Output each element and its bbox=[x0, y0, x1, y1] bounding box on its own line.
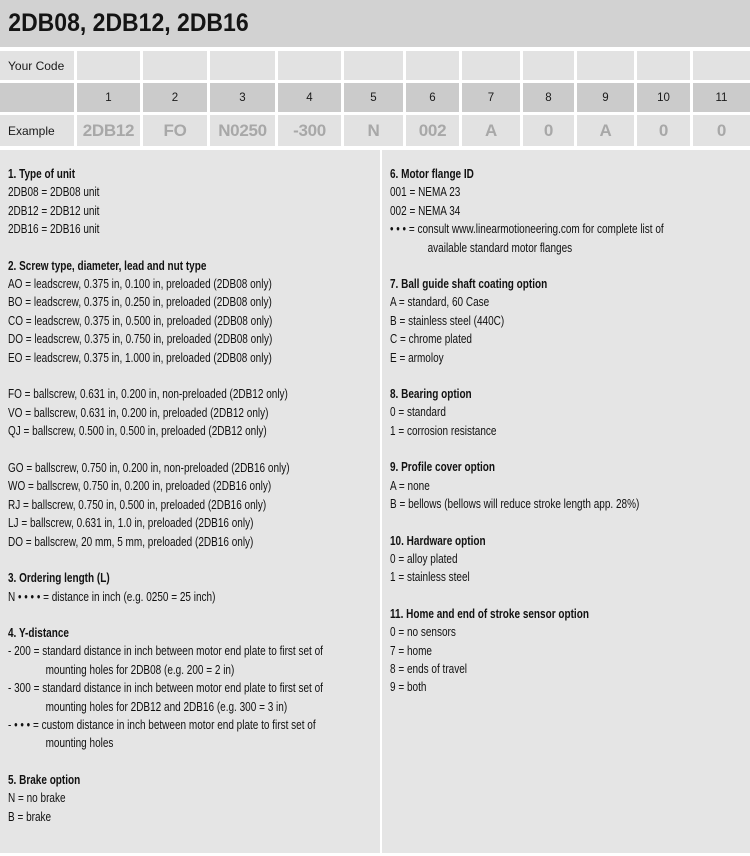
code-definition: QJ = ballscrew, 0.500 in, 0.500 in, preloaded (2DB12 only) bbox=[8, 424, 267, 439]
example-value-cell-5: N bbox=[344, 115, 403, 146]
your-code-cell-10 bbox=[637, 51, 690, 80]
code-definition: available standard motor flanges bbox=[427, 240, 573, 255]
page-title: 2DB08, 2DB12, 2DB16 bbox=[8, 9, 249, 37]
section-heading-1: 1. Type of unit bbox=[8, 167, 76, 181]
position-number-cell-10: 10 bbox=[637, 83, 690, 112]
section-8 bbox=[390, 385, 750, 440]
your-code-cell-9 bbox=[577, 51, 634, 80]
code-definition: mounting holes for 2DB12 and 2DB16 (e.g. 300 = 3 in) bbox=[45, 699, 288, 714]
section-heading-5: 5. Brake option bbox=[8, 772, 81, 787]
position-number-cell-3: 3 bbox=[210, 83, 275, 112]
your-code-row bbox=[0, 51, 750, 80]
example-value-cell-1: 2DB12 bbox=[77, 115, 140, 146]
position-number-cell-11: 11 bbox=[693, 83, 750, 112]
position-number-cell-1: 1 bbox=[77, 83, 140, 112]
example-value-cell-6: 002 bbox=[406, 115, 459, 146]
your-code-cell-7 bbox=[462, 51, 520, 80]
your-code-cell-1 bbox=[77, 51, 140, 80]
example-label: Example bbox=[0, 115, 74, 146]
code-definition: 7 = home bbox=[390, 643, 432, 658]
example-value-cell-2: FO bbox=[143, 115, 207, 146]
section-heading-6: 6. Motor flange ID bbox=[390, 167, 474, 181]
code-definition: 2DB08 = 2DB08 unit bbox=[8, 185, 100, 200]
code-definition: N • • • • = distance in inch (e.g. 0250 = 25 inch) bbox=[8, 589, 216, 604]
spacer bbox=[8, 441, 380, 459]
section-10 bbox=[390, 532, 750, 587]
code-definition: B = stainless steel (440C) bbox=[390, 313, 505, 328]
position-number-cell-6: 6 bbox=[406, 83, 459, 112]
right-column-inner bbox=[382, 150, 750, 697]
section-2 bbox=[8, 257, 380, 551]
section-6 bbox=[390, 165, 750, 257]
code-definition: A = none bbox=[390, 478, 430, 493]
position-number-cell-8: 8 bbox=[523, 83, 574, 112]
ordering-code-table bbox=[0, 51, 750, 146]
section-heading-4: 4. Y-distance bbox=[8, 625, 69, 640]
your-code-cell-11 bbox=[693, 51, 750, 80]
title-bar bbox=[0, 0, 750, 47]
code-definition: CO = leadscrew, 0.375 in, 0.500 in, preloaded (2DB08 only) bbox=[8, 313, 273, 328]
code-definition: 1 = stainless steel bbox=[390, 570, 470, 585]
code-definition: BO = leadscrew, 0.375 in, 0.250 in, preloaded (2DB08 only) bbox=[8, 295, 272, 310]
section-heading-8: 8. Bearing option bbox=[390, 387, 472, 402]
your-code-cell-8 bbox=[523, 51, 574, 80]
code-definition: C = chrome plated bbox=[390, 332, 472, 347]
code-definition: LJ = ballscrew, 0.631 in, 1.0 in, preloaded (2DB16 only) bbox=[8, 516, 254, 531]
section-1 bbox=[8, 165, 380, 239]
code-definition: DO = ballscrew, 20 mm, 5 mm, preloaded (2DB16 only) bbox=[8, 534, 254, 549]
code-definition: - 300 = standard distance in inch between motor end plate to first set of bbox=[8, 681, 323, 696]
example-value-cell-10: 0 bbox=[637, 115, 690, 146]
your-code-cell-5 bbox=[344, 51, 403, 80]
position-number-cell-4: 4 bbox=[278, 83, 341, 112]
example-value-cell-11: 0 bbox=[693, 115, 750, 146]
section-5 bbox=[8, 771, 380, 826]
code-definition: FO = ballscrew, 0.631 in, 0.200 in, non-preloaded (2DB12 only) bbox=[8, 387, 288, 402]
position-number-cell-2: 2 bbox=[143, 83, 207, 112]
your-code-cell-4 bbox=[278, 51, 341, 80]
code-definition: 0 = no sensors bbox=[390, 625, 456, 640]
section-9 bbox=[390, 458, 750, 513]
example-value-cell-8: 0 bbox=[523, 115, 574, 146]
spacer bbox=[8, 367, 380, 385]
code-definition: • • • = consult www.linearmotioneering.com for complete list of bbox=[390, 222, 664, 237]
code-definition: DO = leadscrew, 0.375 in, 0.750 in, preloaded (2DB08 only) bbox=[8, 332, 273, 347]
code-definition: 8 = ends of travel bbox=[390, 661, 467, 676]
section-heading-9: 9. Profile cover option bbox=[390, 460, 496, 475]
code-definition: - • • • = custom distance in inch between motor end plate to first set of bbox=[8, 717, 316, 732]
left-column-inner bbox=[0, 150, 380, 826]
code-definition: mounting holes bbox=[45, 736, 114, 751]
code-definition: - 200 = standard distance in inch between motor end plate to first set of bbox=[8, 644, 323, 659]
code-definition: 9 = both bbox=[390, 680, 427, 695]
example-value-cell-3: N0250 bbox=[210, 115, 275, 146]
example-value-cell-9: A bbox=[577, 115, 634, 146]
example-row bbox=[0, 115, 750, 146]
code-definition: EO = leadscrew, 0.375 in, 1.000 in, preloaded (2DB08 only) bbox=[8, 350, 272, 365]
your-code-cell-6 bbox=[406, 51, 459, 80]
your-code-cell-2 bbox=[143, 51, 207, 80]
code-definition: 0 = standard bbox=[390, 405, 446, 420]
position-number-row bbox=[0, 83, 750, 112]
code-definition: N = no brake bbox=[8, 791, 66, 806]
code-definition: VO = ballscrew, 0.631 in, 0.200 in, preloaded (2DB12 only) bbox=[8, 405, 269, 420]
code-definition: WO = ballscrew, 0.750 in, 0.200 in, preloaded (2DB16 only) bbox=[8, 479, 272, 494]
left-column bbox=[0, 150, 380, 853]
code-definition: B = bellows (bellows will reduce stroke length app. 28%) bbox=[390, 497, 640, 512]
section-11 bbox=[390, 605, 750, 697]
code-definition: mounting holes for 2DB08 (e.g. 200 = 2 in) bbox=[45, 662, 235, 677]
code-definition: A = standard, 60 Case bbox=[390, 295, 490, 310]
code-definition: 001 = NEMA 23 bbox=[390, 185, 461, 200]
position-number-cell-9: 9 bbox=[577, 83, 634, 112]
content-area bbox=[0, 150, 750, 853]
code-definition: 2DB16 = 2DB16 unit bbox=[8, 222, 100, 237]
position-number-cell-7: 7 bbox=[462, 83, 520, 112]
right-column bbox=[382, 150, 750, 853]
code-definition: 0 = alloy plated bbox=[390, 551, 458, 566]
code-definition: 002 = NEMA 34 bbox=[390, 203, 461, 218]
example-value-cell-4: -300 bbox=[278, 115, 341, 146]
code-definition: GO = ballscrew, 0.750 in, 0.200 in, non-preloaded (2DB16 only) bbox=[8, 461, 290, 476]
section-4 bbox=[8, 624, 380, 753]
code-definition: 1 = corrosion resistance bbox=[390, 423, 497, 438]
code-definition: AO = leadscrew, 0.375 in, 0.100 in, preloaded (2DB08 only) bbox=[8, 277, 272, 292]
section-heading-2: 2. Screw type, diameter, lead and nut type bbox=[8, 258, 207, 273]
section-heading-10: 10. Hardware option bbox=[390, 533, 486, 548]
code-definition: 2DB12 = 2DB12 unit bbox=[8, 203, 100, 218]
section-3 bbox=[8, 569, 380, 606]
section-heading-11: 11. Home and end of stroke sensor option bbox=[390, 606, 589, 621]
code-definition: B = brake bbox=[8, 809, 52, 824]
section-heading-3: 3. Ordering length (L) bbox=[8, 571, 110, 586]
section-heading-7: 7. Ball guide shaft coating option bbox=[390, 277, 548, 292]
code-definition: RJ = ballscrew, 0.750 in, 0.500 in, preloaded (2DB16 only) bbox=[8, 497, 267, 512]
position-label-cell bbox=[0, 83, 74, 112]
section-7 bbox=[390, 275, 750, 367]
your-code-cell-3 bbox=[210, 51, 275, 80]
your-code-label: Your Code bbox=[0, 51, 74, 80]
code-definition: E = armoloy bbox=[390, 350, 444, 365]
example-value-cell-7: A bbox=[462, 115, 520, 146]
position-number-cell-5: 5 bbox=[344, 83, 403, 112]
